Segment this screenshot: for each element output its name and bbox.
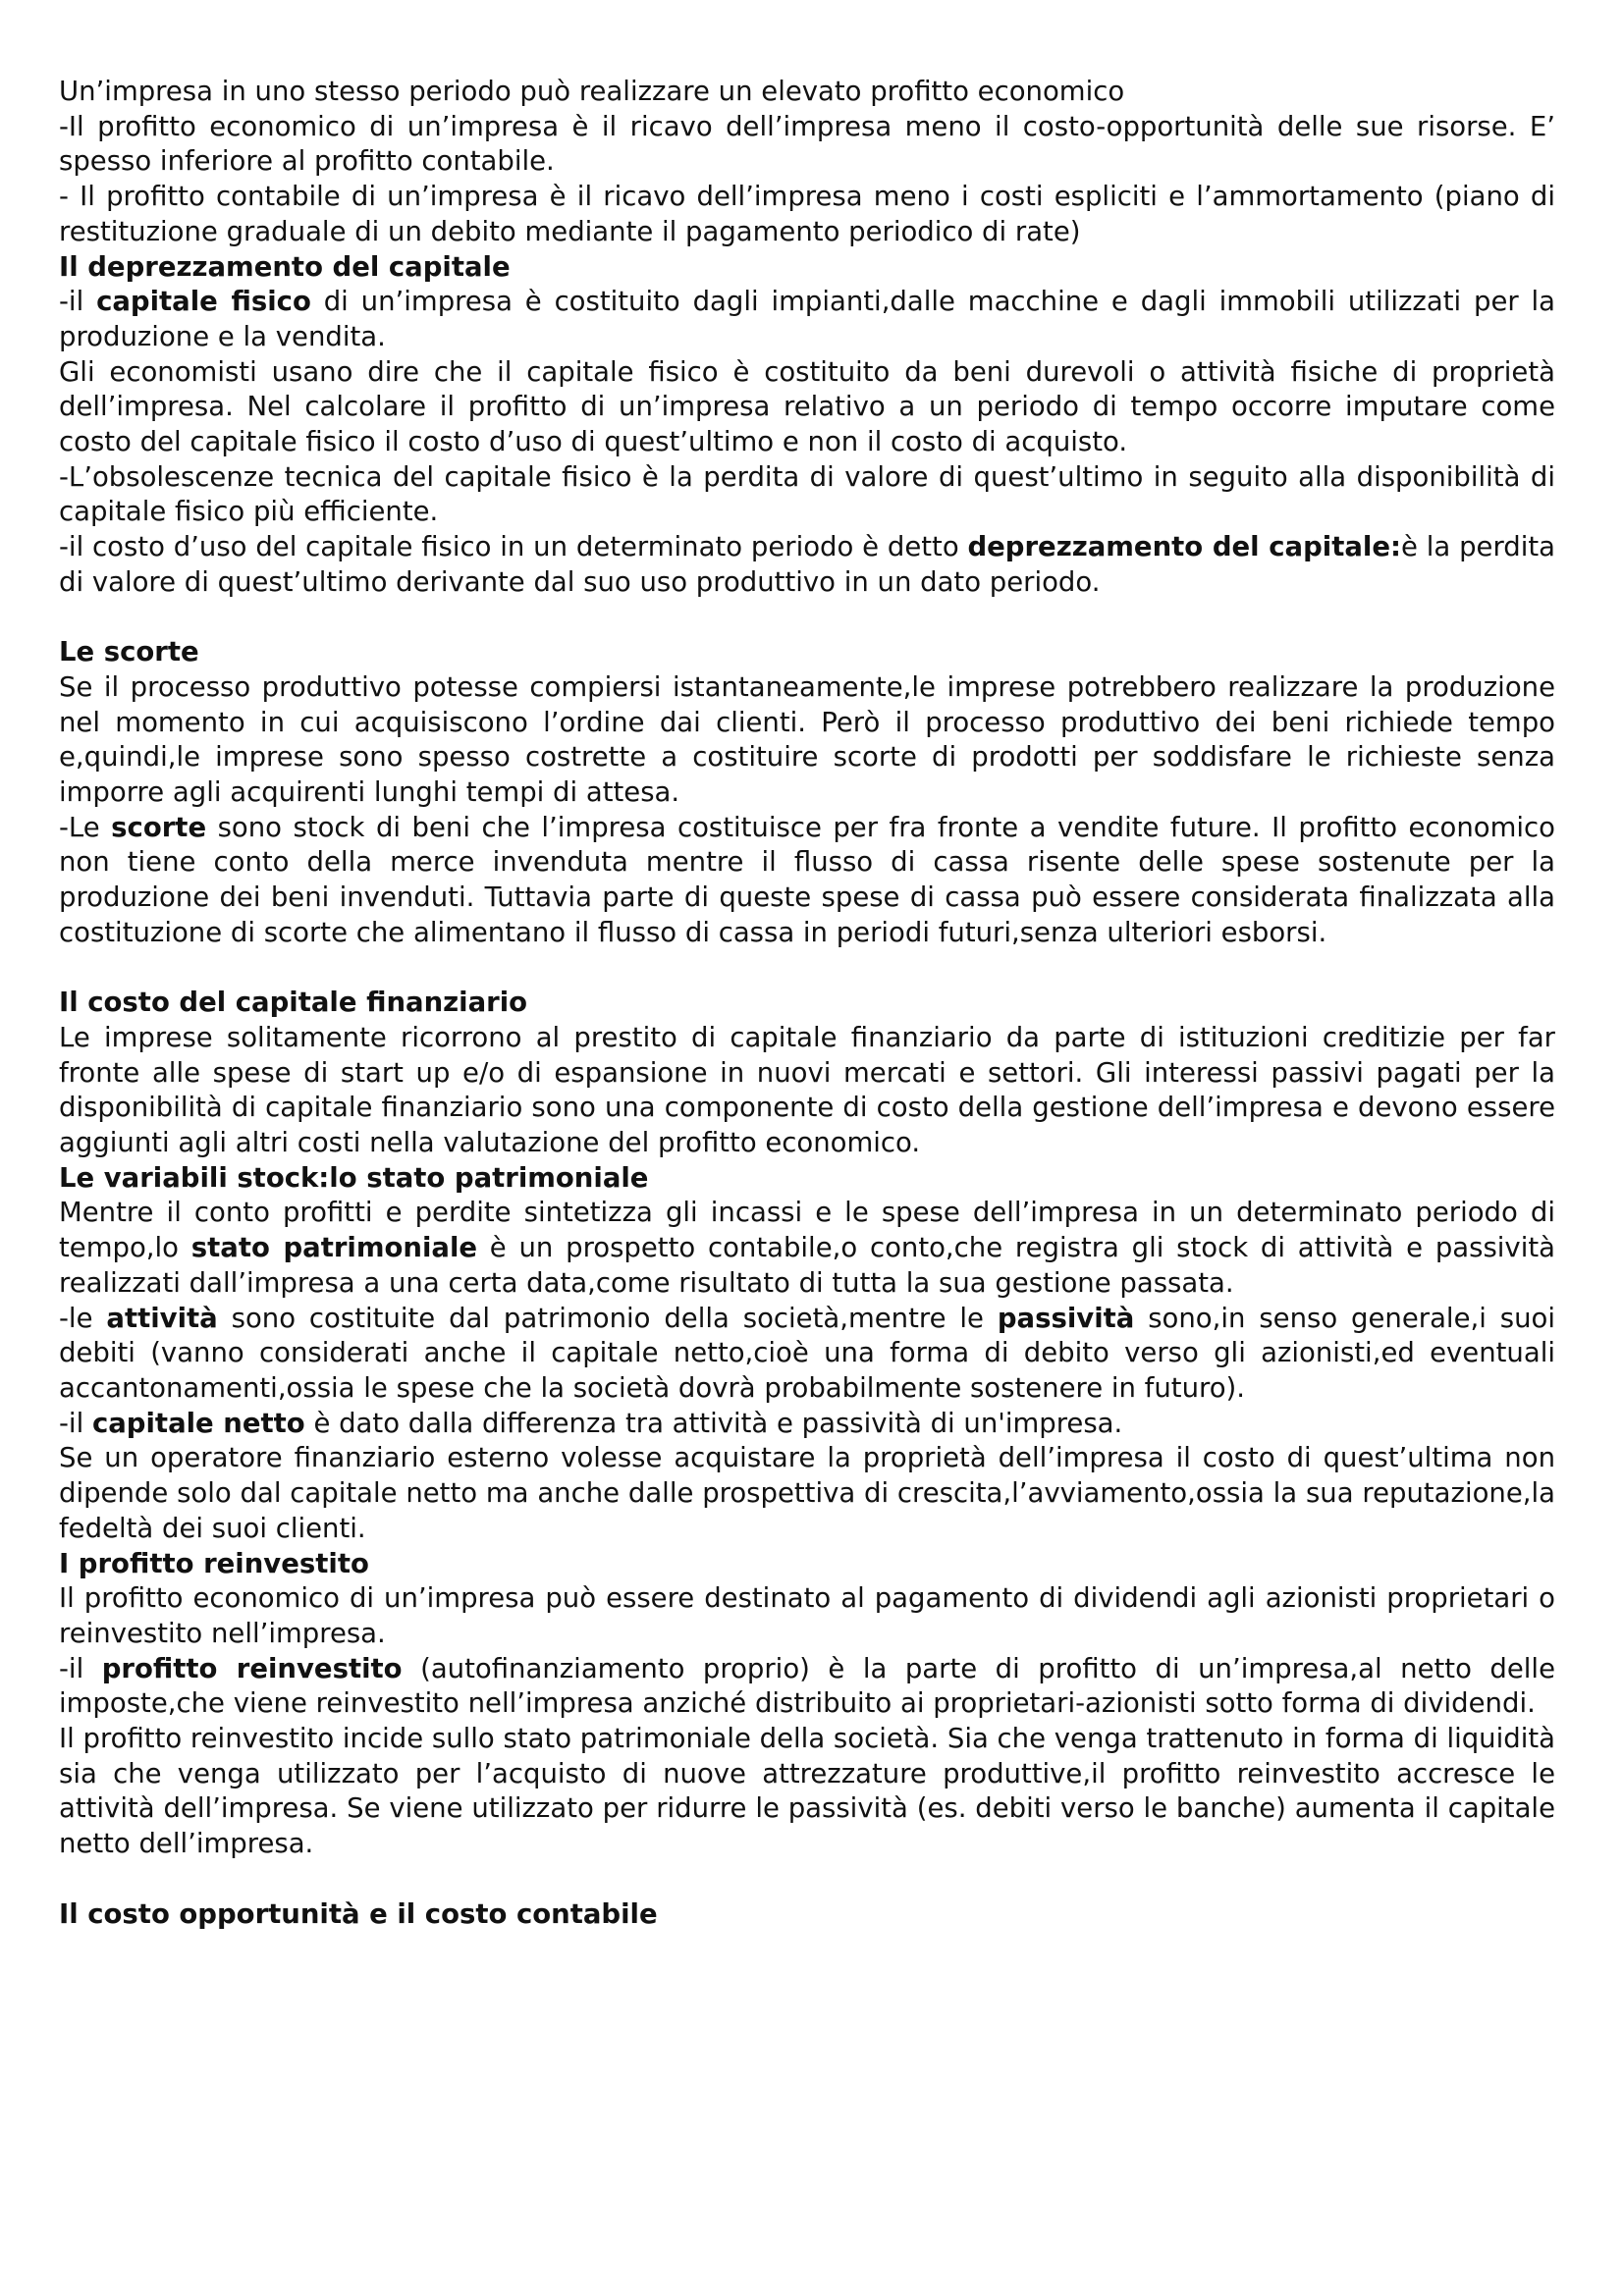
bold-term: scorte	[111, 811, 207, 843]
text-run: (autofinanziamento proprio) è la parte di profitto di un’impresa,al netto delle imposte,che viene reinvestito nell’impresa anziché distribuito ai proprietari-azionisti sotto forma di dividendi.	[59, 1652, 1555, 1720]
body-paragraph	[59, 110, 1555, 180]
body-paragraph	[59, 460, 1555, 530]
bold-term: attività	[106, 1302, 218, 1334]
text-run: Le variabili stock:lo stato patrimoniale	[59, 1161, 649, 1194]
section-heading	[59, 986, 1555, 1021]
section-heading	[59, 635, 1555, 670]
text-run: Il profitto reinvestito incide sullo stato patrimoniale della società. Sia che venga trattenuto in forma di liquidità sia che venga utilizzato per l’acquisto di nuove attrezzature produttive,il profitto reinvestito accresce le attività dell’impresa. Se viene utilizzato per ridurre le passività (es. debiti verso le banche) aumenta il capitale netto dell’impresa.	[59, 1723, 1555, 1860]
text-run: -L’obsolescenze tecnica del capitale fisico è la perdita di valore di quest’ultimo in seguito alla disponibilità di capitale fisico più efficiente.	[59, 460, 1555, 528]
text-run: -il	[59, 1652, 102, 1684]
text-run: I profitto reinvestito	[59, 1547, 369, 1579]
bold-term: capitale netto	[91, 1407, 305, 1439]
document-page	[59, 75, 1555, 1932]
body-paragraph	[59, 355, 1555, 460]
blank-line	[59, 951, 1555, 987]
bold-term: deprezzamento del capitale:	[967, 531, 1402, 563]
body-paragraph	[59, 530, 1555, 600]
body-paragraph	[59, 1021, 1555, 1161]
text-run: Se il processo produttivo potesse compiersi istantaneamente,le imprese potrebbero realizzare la produzione nel momento in cui acquisiscono l’ordine dai clienti. Però il processo produttivo dei beni richiede tempo e,quindi,le imprese sono spesso costrette a costituire scorte di prodotti per soddisfare le richieste senza imporre agli acquirenti lunghi tempi di attesa.	[59, 670, 1555, 809]
section-heading	[59, 1547, 1555, 1582]
bold-term: stato patrimoniale	[190, 1232, 478, 1264]
body-paragraph	[59, 1652, 1555, 1722]
body-paragraph	[59, 75, 1555, 110]
text-run: -le	[59, 1302, 107, 1334]
body-paragraph	[59, 180, 1555, 249]
text-run: -Le	[59, 811, 112, 843]
bold-term: capitale fisico	[96, 286, 311, 318]
text-run: Le scorte	[59, 636, 199, 668]
text-run: Un’impresa in uno stesso periodo può realizzare un elevato profitto economico	[59, 76, 1125, 107]
body-paragraph	[59, 285, 1555, 354]
body-paragraph	[59, 1722, 1555, 1862]
body-paragraph	[59, 811, 1555, 951]
text-run: Il costo opportunità e il costo contabile	[59, 1897, 658, 1930]
section-heading	[59, 250, 1555, 286]
text-run: Il profitto economico di un’impresa può essere destinato al pagamento di dividendi agli azionisti proprietari o reinvestito nell’impresa.	[59, 1582, 1555, 1649]
text-run: Mentre il conto profitti e perdite sintetizza gli incassi e le spese dell’impresa in un determinato periodo di tempo,lo	[59, 1197, 1555, 1264]
text-run: di un’impresa è costituito dagli impianti,dalle macchine e dagli immobili utilizzati per la produzione e la vendita.	[59, 286, 1556, 352]
body-paragraph	[59, 1441, 1555, 1546]
text-run: -Il profitto economico di un’impresa è il ricavo dell’impresa meno il costo-opportunità delle sue risorse. E’ spesso inferiore al profitto contabile.	[59, 110, 1555, 178]
text-run: è un prospetto contabile,o conto,che registra gli stock di attività e passività realizzati dall’impresa a una certa data,come risultato di tutta la sua gestione passata.	[59, 1232, 1555, 1299]
section-heading	[59, 1161, 1555, 1197]
blank-line	[59, 1862, 1555, 1897]
text-run: sono,in senso generale,i suoi debiti (vanno considerati anche il capitale netto,cioè una forma di debito verso gli azionisti,ed eventuali accantonamenti,ossia le spese che la società dovrà probabilmente sostenere in futuro).	[59, 1302, 1555, 1404]
text-run: -il	[59, 286, 97, 318]
text-run: Le imprese solitamente ricorrono al prestito di capitale finanziario da parte di istituzioni creditizie per far fronte alle spese di start up e/o di espansione in nuovi mercati e settori. Gli interessi passivi pagati per la disponibilità di capitale finanziario sono una componente di costo della gestione dell’impresa e devono essere aggiunti agli altri costi nella valutazione del profitto economico.	[59, 1021, 1555, 1159]
text-run: è la perdita di valore di quest’ultimo derivante dal suo uso produttivo in un dato periodo.	[59, 531, 1555, 598]
body-paragraph	[59, 1302, 1555, 1407]
text-run: Il costo del capitale finanziario	[59, 987, 528, 1019]
bold-term: passività	[997, 1302, 1135, 1334]
section-heading	[59, 1897, 1555, 1933]
text-run: -il	[59, 1407, 92, 1439]
text-run: sono costituite dal patrimonio della società,mentre le	[217, 1302, 998, 1334]
body-paragraph	[59, 670, 1555, 811]
text-run: Se un operatore finanziario esterno volesse acquistare la proprietà dell’impresa il costo di quest’ultima non dipende solo dal capitale netto ma anche dalle prospettiva di crescita,l’avviamento,ossia la sua reputazione,la fedeltà dei suoi clienti.	[59, 1442, 1555, 1544]
body-paragraph	[59, 1581, 1555, 1651]
text-run: Gli economisti usano dire che il capitale fisico è costituito da beni durevoli o attività fisiche di proprietà dell’impresa. Nel calcolare il profitto di un’impresa relativo a un periodo di tempo occorre imputare come costo del capitale fisico il costo d’uso di quest’ultimo e non il costo di acquisto.	[59, 355, 1555, 458]
text-run: Il deprezzamento del capitale	[59, 250, 511, 283]
text-run: è dato dalla differenza tra attività e passività di un'impresa.	[304, 1407, 1123, 1439]
text-run: -il costo d’uso del capitale fisico in un determinato periodo è detto	[59, 531, 968, 563]
body-paragraph	[59, 1196, 1555, 1301]
bold-term: profitto reinvestito	[101, 1652, 403, 1684]
body-paragraph	[59, 1407, 1555, 1442]
blank-line	[59, 601, 1555, 636]
text-run: sono stock di beni che l’impresa costituisce per fra fronte a vendite future. Il profitto economico non tiene conto della merce invenduta mentre il flusso di cassa risente delle spese sostenute per la produzione dei beni invenduti. Tuttavia parte di queste spese di cassa può essere considerata finalizzata alla costituzione di scorte che alimentano il flusso di cassa in periodi futuri,senza ulteriori esborsi.	[59, 811, 1555, 948]
text-run: - Il profitto contabile di un’impresa è il ricavo dell’impresa meno i costi espliciti e l’ammortamento (piano di restituzione graduale di un debito mediante il pagamento periodico di rate)	[59, 181, 1555, 247]
